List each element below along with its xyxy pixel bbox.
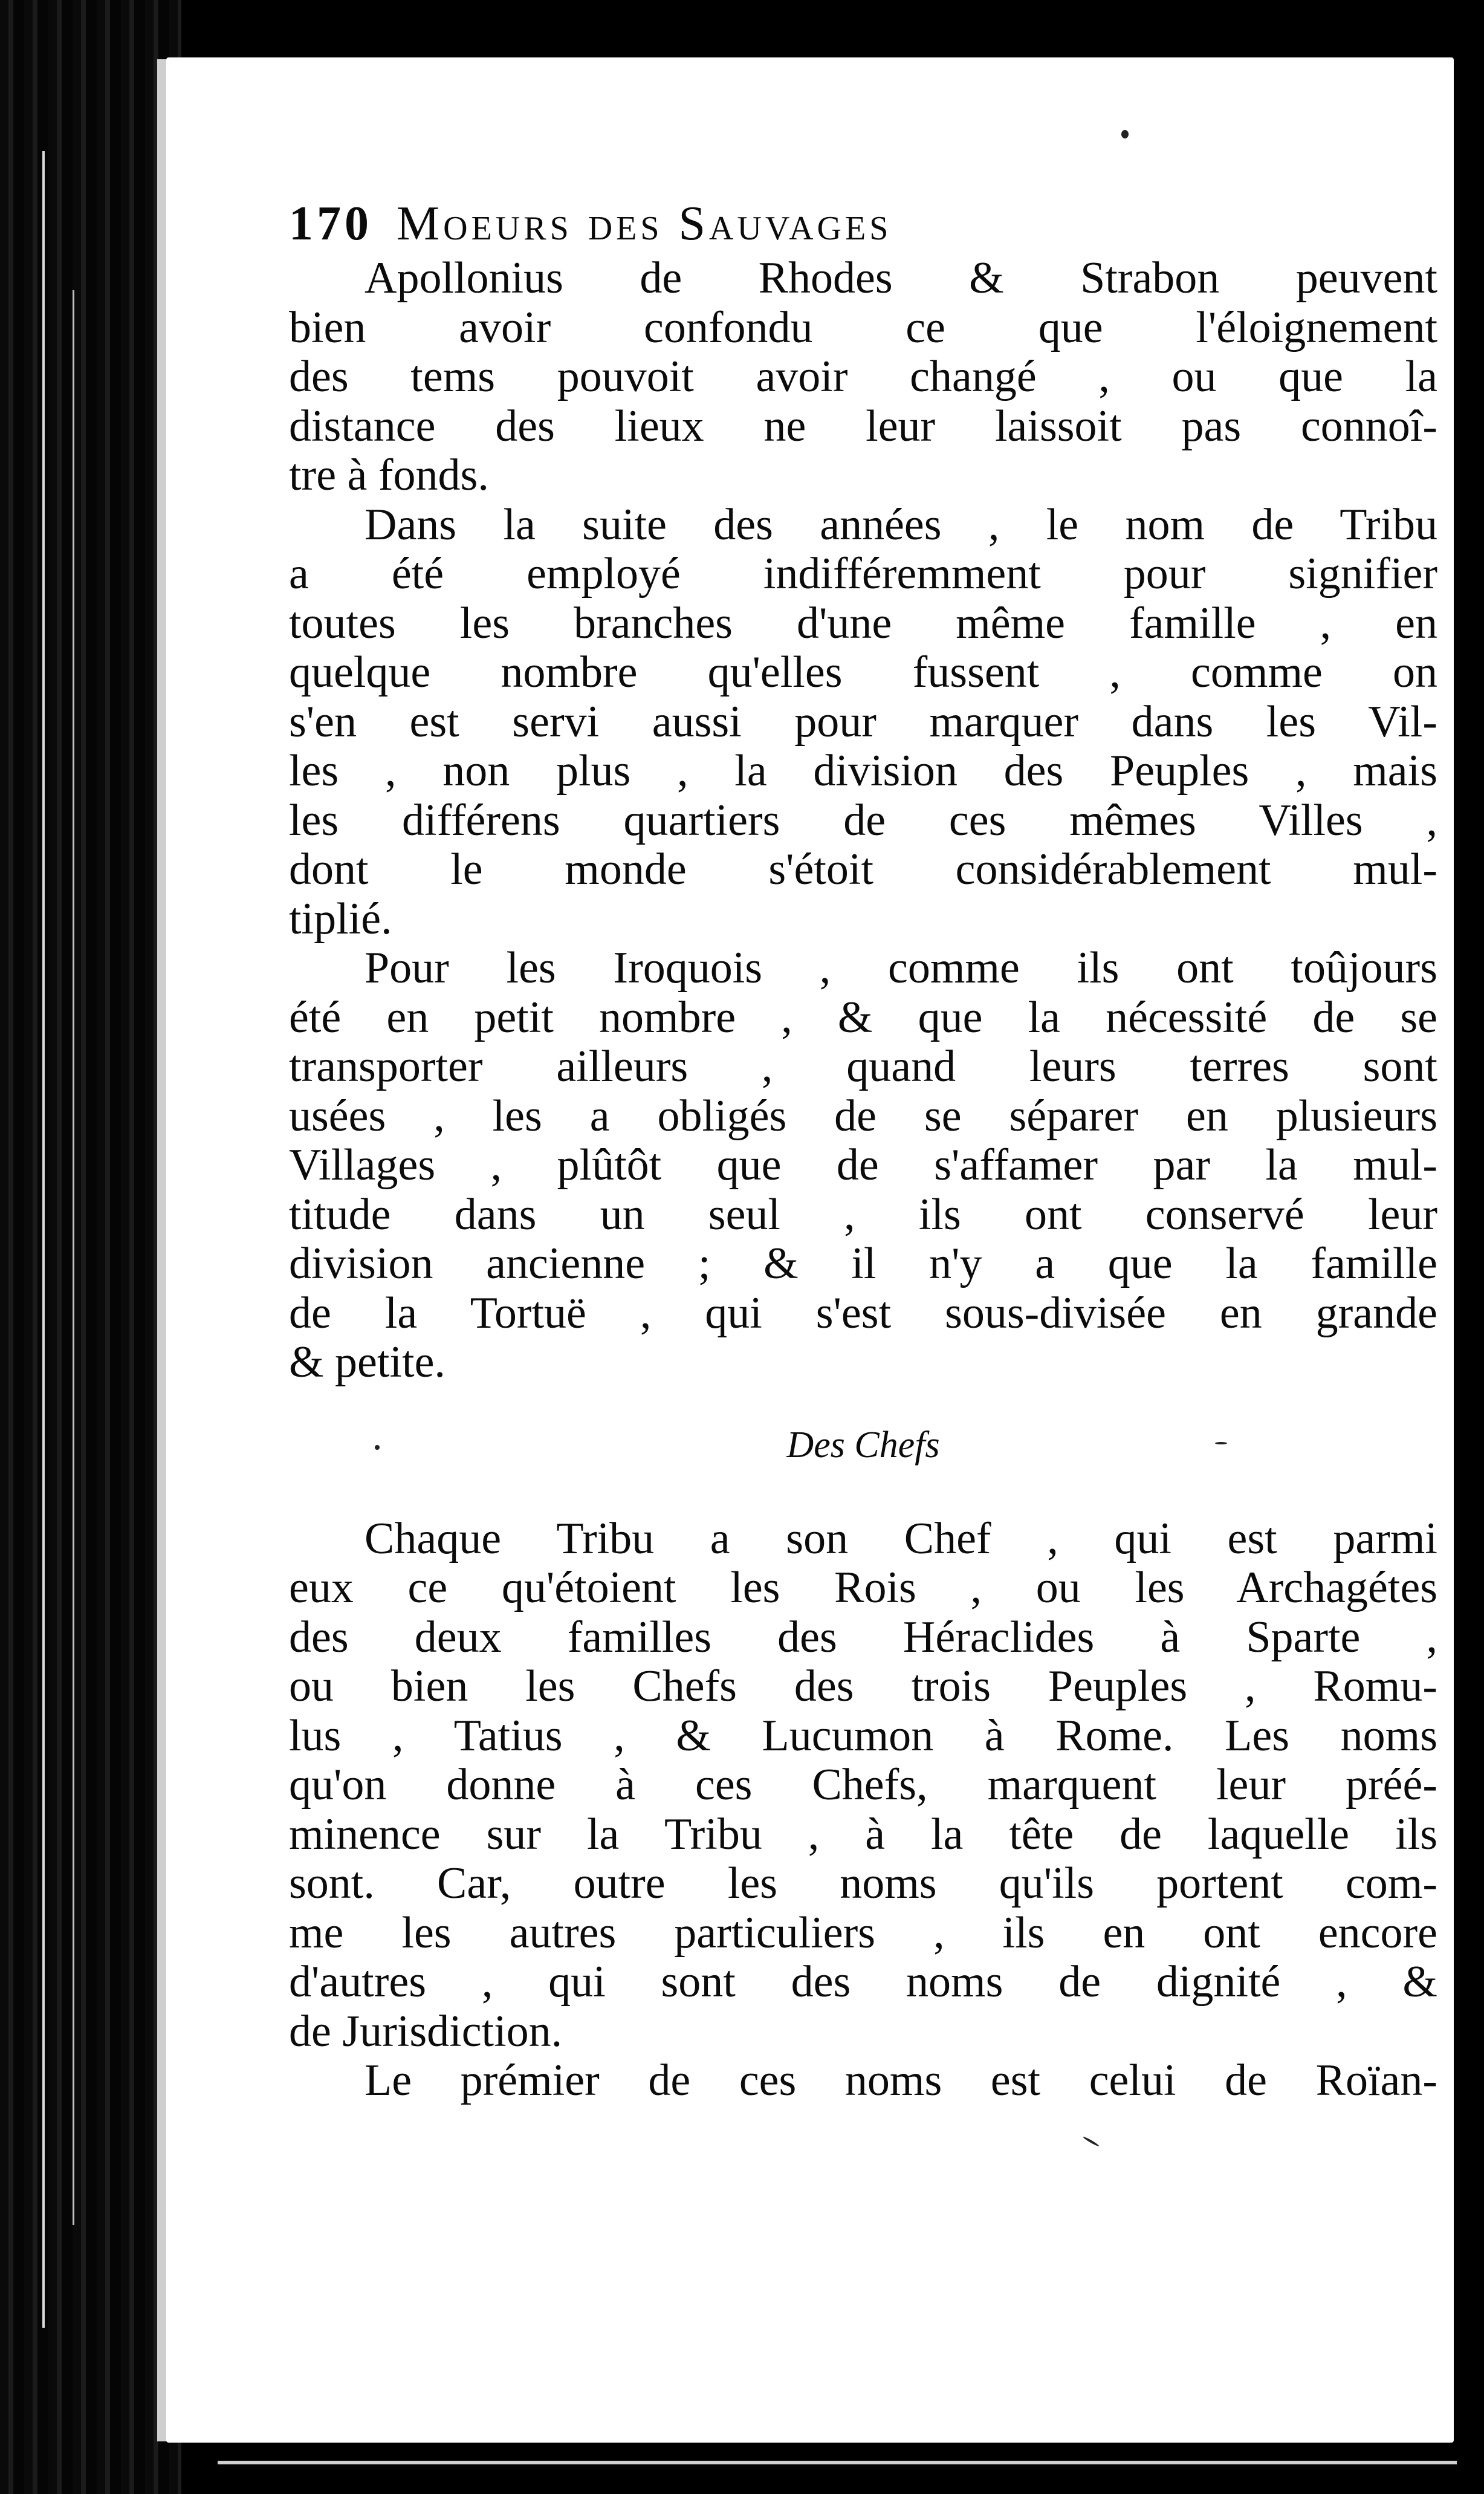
text-line: qu'on donne à ces Chefs, marquent leur préé- — [289, 1760, 1437, 1810]
text-line: tiplié. — [289, 894, 392, 944]
text-line: été en petit nombre , & que la nécessité de se — [289, 992, 1437, 1042]
text-line: Villages , plûtôt que de s'affamer par la mul- — [289, 1140, 1437, 1190]
text-line: a été employé indifféremment pour signifier — [289, 549, 1437, 599]
text-line: me les autres particuliers , ils en ont encore — [289, 1908, 1437, 1958]
text-line: division ancienne ; & il n'y a que la famille — [289, 1239, 1437, 1288]
page-bottom-edge — [218, 2461, 1457, 2464]
text-line: lus , Tatius , & Lucumon à Rome. Les noms — [289, 1710, 1437, 1761]
text-line: quelque nombre qu'elles fussent , comme on — [289, 648, 1437, 697]
paragraph-1 — [289, 254, 1437, 501]
text-line: dont le monde s'étoit considérablement mul- — [289, 845, 1437, 894]
text-line: tre à fonds. — [289, 450, 489, 500]
page-text — [289, 193, 1437, 2106]
book-gutter — [0, 0, 181, 2494]
text-line: les différens quartiers de ces mêmes Villes , — [289, 795, 1437, 845]
text-line: minence sur la Tribu , à la tête de laquelle ils — [289, 1809, 1437, 1859]
running-title: Moeurs des Sauvages — [397, 197, 892, 250]
text-line: d'autres , qui sont des noms de dignité , & — [289, 1957, 1437, 2007]
paragraph-2 — [289, 501, 1437, 944]
gutter-edge-inner — [73, 290, 74, 2225]
text-line: Dans la suite des années , le nom de Tribu — [365, 499, 1437, 550]
text-line: Le prémier de ces noms est celui de Roïan- — [365, 2056, 1437, 2105]
section-heading: Des Chefs — [786, 1424, 940, 1466]
text-line: Chaque Tribu a son Chef , qui est parmi — [365, 1513, 1437, 1564]
paragraph-5 — [289, 2056, 1437, 2106]
text-line: toutes les branches d'une même famille , en — [289, 598, 1437, 648]
running-header — [289, 193, 1437, 254]
text-line: & petite. — [289, 1337, 446, 1387]
text-line: usées , les a obligés de se séparer en plusieurs — [289, 1091, 1437, 1141]
page-number: 170 — [289, 197, 372, 250]
ink-speck — [1121, 130, 1129, 138]
text-line: eux ce qu'étoient les Rois , ou les Archagétes — [289, 1563, 1437, 1612]
text-line: des tems pouvoit avoir changé , ou que la — [289, 352, 1437, 401]
text-line: de la Tortuë , qui s'est sous-divisée en grande — [289, 1288, 1437, 1338]
text-line: distance des lieux ne leur laissoit pas connoî- — [289, 401, 1437, 451]
text-line: de Jurisdiction. — [289, 2006, 563, 2056]
gutter-edge — [42, 151, 45, 2328]
text-line: sont. Car, outre les noms qu'ils portent com- — [289, 1859, 1437, 1908]
text-line: Apollonius de Rhodes & Strabon peuvent — [365, 253, 1437, 303]
text-line: ou bien les Chefs des trois Peuples , Romu- — [289, 1661, 1437, 1711]
text-line: les , non plus , la division des Peuples , mais — [289, 746, 1437, 796]
paragraph-3 — [289, 944, 1437, 1388]
text-line: s'en est servi aussi pour marquer dans les Vil- — [289, 697, 1437, 747]
text-line: bien avoir confondu ce que l'éloignement — [289, 302, 1437, 352]
text-line: des deux familles des Héraclides à Sparte , — [289, 1612, 1437, 1662]
paragraph-4 — [289, 1515, 1437, 2057]
text-line: Pour les Iroquois , comme ils ont toûjours — [365, 943, 1437, 993]
text-line: transporter ailleurs , quand leurs terres sont — [289, 1042, 1437, 1091]
text-line: titude dans un seul , ils ont conservé leur — [289, 1189, 1437, 1239]
